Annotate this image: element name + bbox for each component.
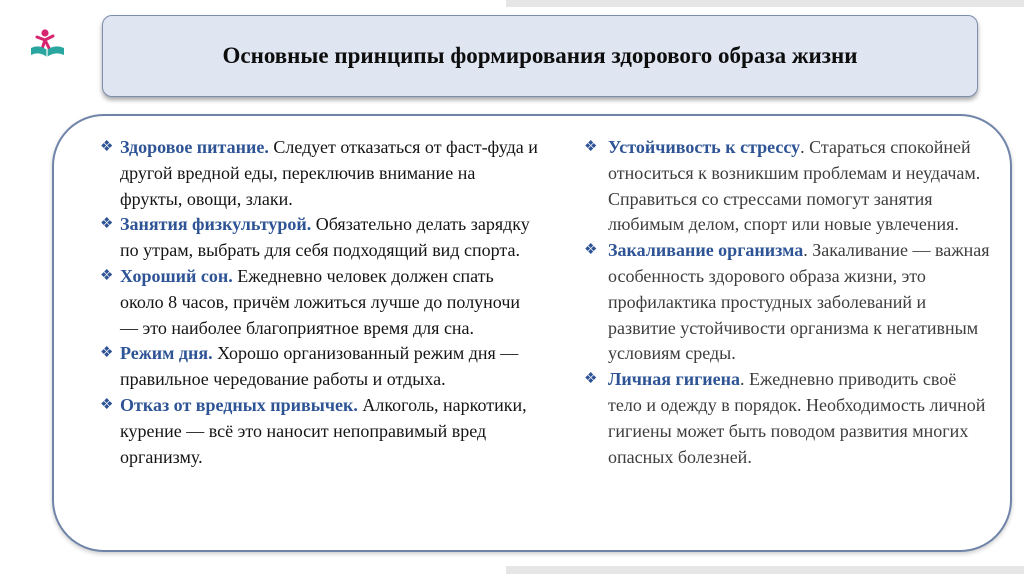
- list-item: [100, 264, 540, 341]
- principle-text: . Ежедневно приводить своё тело и одежду в порядок. Необходимость личной гигиены может быть поводом развития многих опасных болезней.: [608, 369, 986, 467]
- diamond-bullet-icon: ❖: [100, 396, 114, 413]
- principle-term: Занятия физкультурой.: [120, 214, 312, 235]
- left-principles-list: [100, 135, 540, 470]
- diamond-bullet-icon: ❖: [100, 267, 114, 284]
- principle-term: Закаливание организма: [608, 240, 804, 261]
- list-item: [100, 393, 540, 470]
- diamond-bullet-icon: ❖: [100, 216, 114, 233]
- principle-term: Устойчивость к стрессу: [608, 137, 801, 157]
- title-banner: [102, 15, 978, 97]
- principle-term: Режим дня.: [120, 343, 213, 364]
- list-item: [100, 135, 540, 212]
- book-person-logo-icon: [28, 28, 68, 60]
- bottom-decor-stripe: [506, 566, 1024, 574]
- principle-text: Обязательно делать зарядку по утрам, выбрать для себя подходящий вид спорта.: [120, 214, 530, 261]
- principle-term: Отказ от вредных привычек.: [120, 394, 358, 415]
- list-item: [584, 238, 994, 367]
- diamond-bullet-icon: ❖: [584, 371, 598, 388]
- principle-term: Здоровое питание.: [120, 137, 269, 157]
- diamond-bullet-icon: ❖: [100, 139, 114, 155]
- principle-text: . Закаливание — важная особенность здорового образа жизни, это профилактика простудных заболеваний и развитие устойчивости организма к негативным условиям среды.: [608, 240, 990, 364]
- principle-text: Хорошо организованный режим дня — правильное чередование работы и отдыха.: [120, 343, 519, 390]
- list-item: [100, 212, 540, 264]
- principle-text: Следует отказаться от фаст-фуда и другой вредной еды, переключив внимание на фрукты, овощи, злаки.: [120, 137, 538, 209]
- diamond-bullet-icon: ❖: [584, 242, 598, 259]
- top-decor-stripe: [506, 0, 1024, 7]
- principle-term: Личная гигиена: [608, 369, 740, 390]
- list-item: [584, 135, 994, 238]
- list-item: [100, 341, 540, 393]
- page-title: Основные принципы формирования здорового образа жизни: [222, 43, 858, 68]
- principle-text: . Стараться спокойней относиться к возникшим проблемам и неудачам. Справиться со стрессами помогут занятия любимым делом, спорт или новые увлечения.: [608, 137, 981, 235]
- principle-term: Хороший сон.: [120, 265, 233, 286]
- list-item: [584, 367, 994, 470]
- principle-text: Алкоголь, наркотики, курение — всё это наносит непоправимый вред организму.: [120, 394, 527, 467]
- diamond-bullet-icon: ❖: [100, 345, 114, 362]
- right-principles-list: [584, 135, 994, 470]
- diamond-bullet-icon: ❖: [584, 139, 598, 155]
- principle-text: Ежедневно человек должен спать около 8 часов, причём ложиться лучше до полуночи — это наиболее благоприятное время для сна.: [120, 265, 521, 338]
